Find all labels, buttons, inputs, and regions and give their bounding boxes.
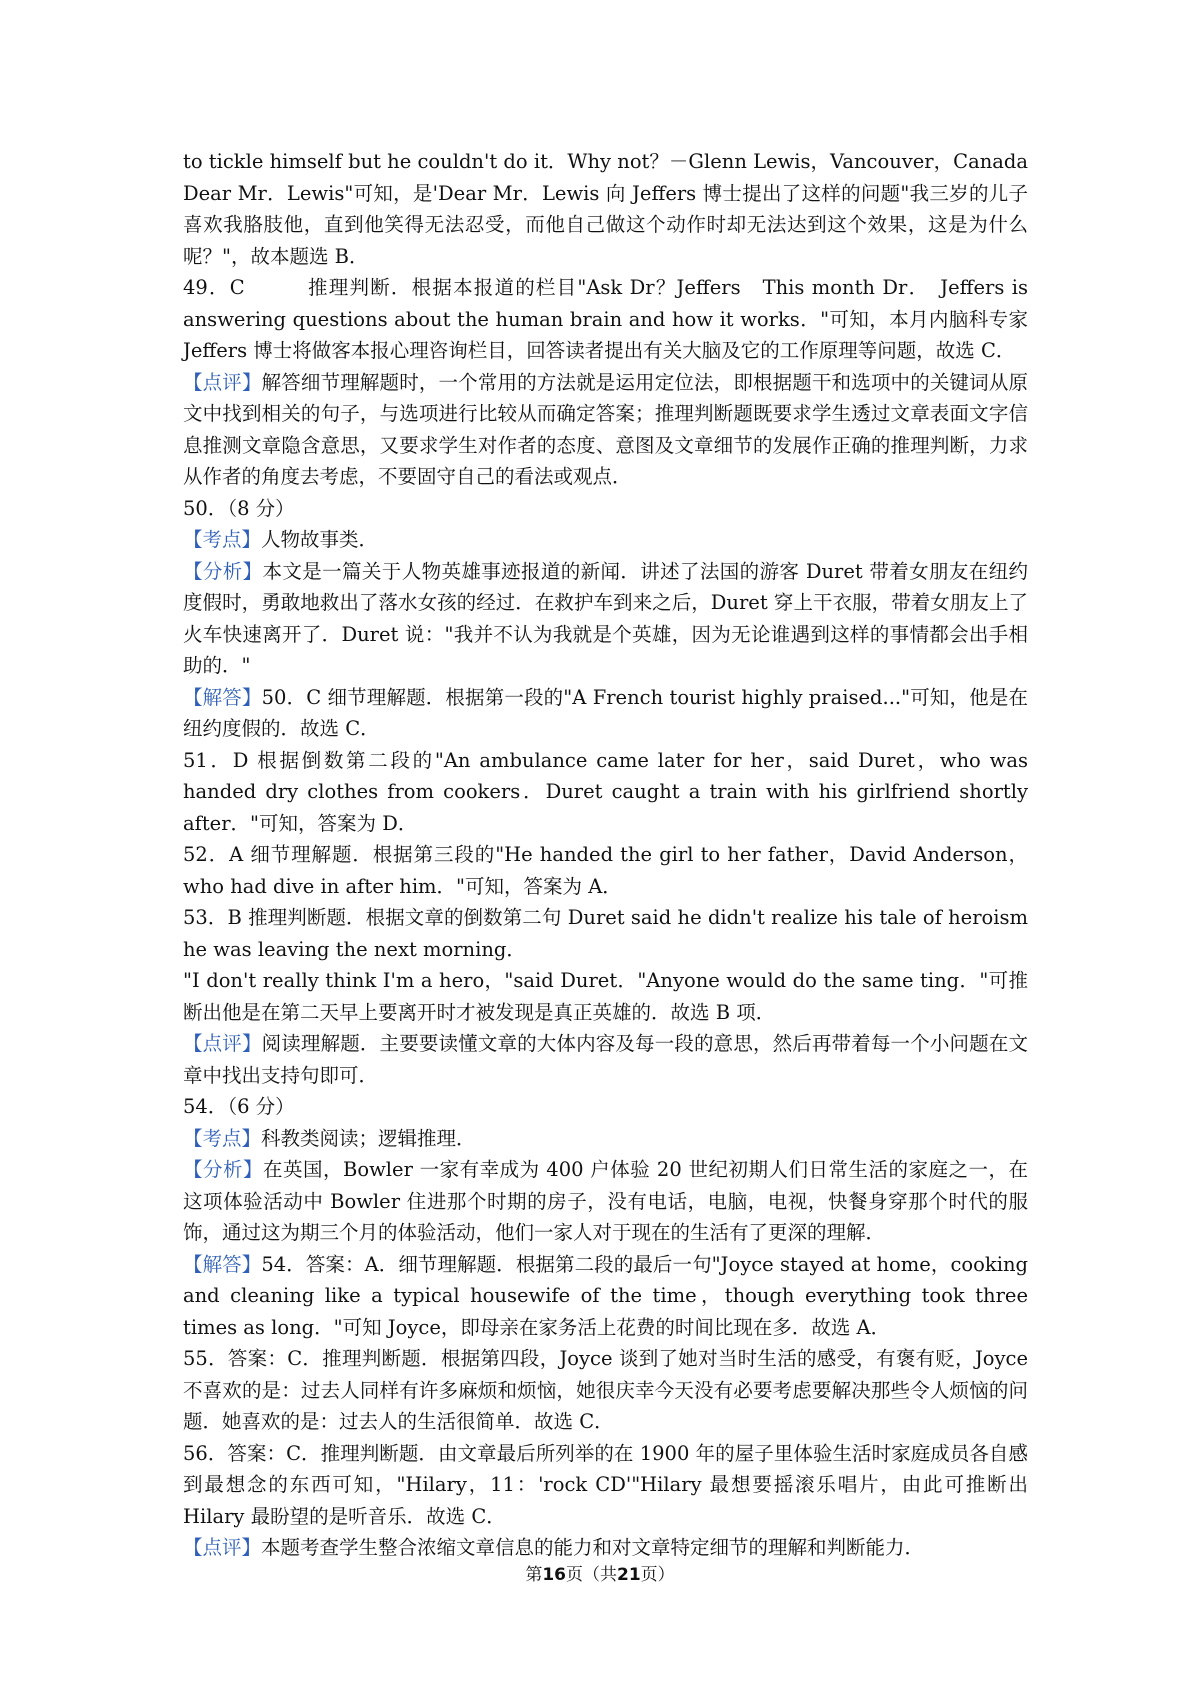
section-tag: 【分析】 xyxy=(183,559,263,583)
paragraph-text: 阅读理解题．主要要读懂文章的大体内容及每一段的意思，然后再带着每一个小问题在文章中找出支持句即可． xyxy=(183,1032,1028,1087)
answer-paragraph xyxy=(183,146,1068,272)
topic-paragraph xyxy=(183,1123,1028,1155)
topic-paragraph xyxy=(183,524,1028,556)
section-tag: 【点评】 xyxy=(183,1536,262,1559)
answer-paragraph xyxy=(183,1438,1028,1533)
footer-prefix: 第 xyxy=(525,1565,543,1585)
paragraph-text: "I don't really think I'm a hero，"said Duret．"Anyone would do the same ting．"可推断出他是在第二天早上要离开时才被发现是真正英雄的．故选 B 项． xyxy=(183,969,1028,1024)
answer-paragraph xyxy=(183,745,1028,840)
comment-paragraph xyxy=(183,367,1028,493)
footer-middle: 页（共 xyxy=(566,1565,617,1585)
paragraph-text: 本文是一篇关于人物英雄事迹报道的新闻．讲述了法国的游客 Duret 带着女朋友在纽约度假时，勇敢地救出了落水女孩的经过．在救护车到来之后，Duret 穿上干衣服，带着女朋友上了火车快速离开了．Duret 说："我并不认为我就是个英雄，因为无论谁遇到这样的事情都会出手相助的．" xyxy=(183,559,1028,677)
total-page-number: 21 xyxy=(617,1565,641,1585)
answer-paragraph xyxy=(183,1343,1028,1438)
paragraph-text: 53．B 推理判断题．根据文章的倒数第二句 Duret said he didn't realize his tale of heroism he was leaving the next morning． xyxy=(183,906,1028,961)
document-body xyxy=(183,146,1068,1564)
section-tag: 【点评】 xyxy=(183,370,262,394)
paragraph-text: 人物故事类． xyxy=(261,528,379,551)
section-tag: 【分析】 xyxy=(183,1158,264,1181)
section-tag: 【考点】 xyxy=(183,1126,262,1150)
paragraph-text: 50．（8 分） xyxy=(183,496,295,520)
paragraph-text: 52．A 细节理解题．根据第三段的"He handed the girl to her father，David Anderson，who had dive in after him．"可知，答案为 A． xyxy=(183,843,1028,898)
current-page-number: 16 xyxy=(542,1565,566,1585)
paragraph-text: 54．答案：A．细节理解题．根据第二段的最后一句"Joyce stayed at home，cooking and cleaning like a typical housewife of the time，though everything took three times as long．"可知 Joyce，即母亲在家务活上花费的时间比现在多．故选 A． xyxy=(183,1252,1028,1339)
section-tag: 【解答】 xyxy=(183,685,262,709)
answer-paragraph xyxy=(183,839,1028,902)
footer-suffix: 页） xyxy=(640,1565,675,1585)
paragraph-text: 科教类阅读；逻辑推理． xyxy=(261,1126,476,1150)
solution-paragraph xyxy=(183,682,1028,745)
paragraph-text: to tickle himself but he couldn't do it．Why not？－Glenn Lewis，Vancouver，Canada Dear Mr．Lewis"可知，是'Dear Mr．Lewis 向 Jeffers 博士提出了这样的问题"我三岁的儿子喜欢我胳肢他，直到他笑得无法忍受，而他自己做这个动作时却无法达到这个效果，这是为什么呢？"，故本题选 B． xyxy=(183,150,1068,268)
answer-paragraph xyxy=(183,272,1028,367)
section-tag: 【点评】 xyxy=(183,1032,262,1055)
paragraph-text: 54．（6 分） xyxy=(183,1095,295,1118)
comment-paragraph xyxy=(183,1028,1028,1091)
paragraph-text: 49．C 推理判断．根据本报道的栏目"Ask Dr？Jeffers This month Dr． Jeffers is answering questions about the human brain and how it works．"可知，本月内脑科专家 Jeffers 博士将做客本报心理咨询栏目，回答读者提出有关大脑及它的工作原理等问题，故选 C． xyxy=(183,276,1028,362)
question-heading xyxy=(183,493,1028,525)
paragraph-text: 55．答案：C．推理判断题．根据第四段，Joyce 谈到了她对当时生活的感受，有褒有贬，Joyce 不喜欢的是：过去人同样有许多麻烦和烦恼，她很庆幸今天没有必要考虑要解决那些令人烦恼的问题．她喜欢的是：过去人的生活很简单．故选 C． xyxy=(183,1347,1028,1433)
paragraph-text: 51．D 根据倒数第二段的"An ambulance came later for her，said Duret，who was handed dry clothes from cookers．Duret caught a train with his girlfriend shortly after．"可知，答案为 D． xyxy=(183,748,1028,835)
answer-paragraph xyxy=(183,965,1028,1028)
section-tag: 【解答】 xyxy=(183,1252,262,1276)
paragraph-text: 56．答案：C．推理判断题．由文章最后所列举的在 1900 年的屋子里体验生活时家庭成员各自感到最想念的东西可知，"Hilary，11：'rock CD'"Hilary 最想要摇滚乐唱片，由此可推断出 Hilary 最盼望的是听音乐．故选 C． xyxy=(183,1441,1028,1528)
paragraph-text: 50．C 细节理解题．根据第一段的"A French tourist highly praised..."可知，他是在纽约度假的．故选 C． xyxy=(183,685,1028,740)
analysis-paragraph xyxy=(183,556,1028,682)
paragraph-text: 本题考查学生整合浓缩文章信息的能力和对文章特定细节的理解和判断能力． xyxy=(261,1536,925,1559)
analysis-paragraph xyxy=(183,1154,1028,1249)
comment-paragraph xyxy=(183,1532,1028,1564)
question-heading xyxy=(183,1091,1028,1123)
paragraph-text: 在英国，Bowler 一家有幸成为 400 户体验 20 世纪初期人们日常生活的家庭之一，在这项体验活动中 Bowler 住进那个时期的房子，没有电话，电脑，电视，快餐身穿那个时代的服饰，通过这为期三个月的体验活动，他们一家人对于现在的生活有了更深的理解． xyxy=(183,1158,1028,1244)
answer-paragraph xyxy=(183,902,1028,965)
solution-paragraph xyxy=(183,1249,1028,1344)
page-footer xyxy=(0,1560,1200,1585)
paragraph-text: 解答细节理解题时，一个常用的方法就是运用定位法，即根据题干和选项中的关键词从原文中找到相关的句子，与选项进行比较从而确定答案；推理判断题既要求学生透过文章表面文字信息推测文章隐含意思，又要求学生对作者的态度、意图及文章细节的发展作正确的推理判断，力求从作者的角度去考虑，不要固守自己的看法或观点． xyxy=(183,370,1028,488)
section-tag: 【考点】 xyxy=(183,528,262,551)
